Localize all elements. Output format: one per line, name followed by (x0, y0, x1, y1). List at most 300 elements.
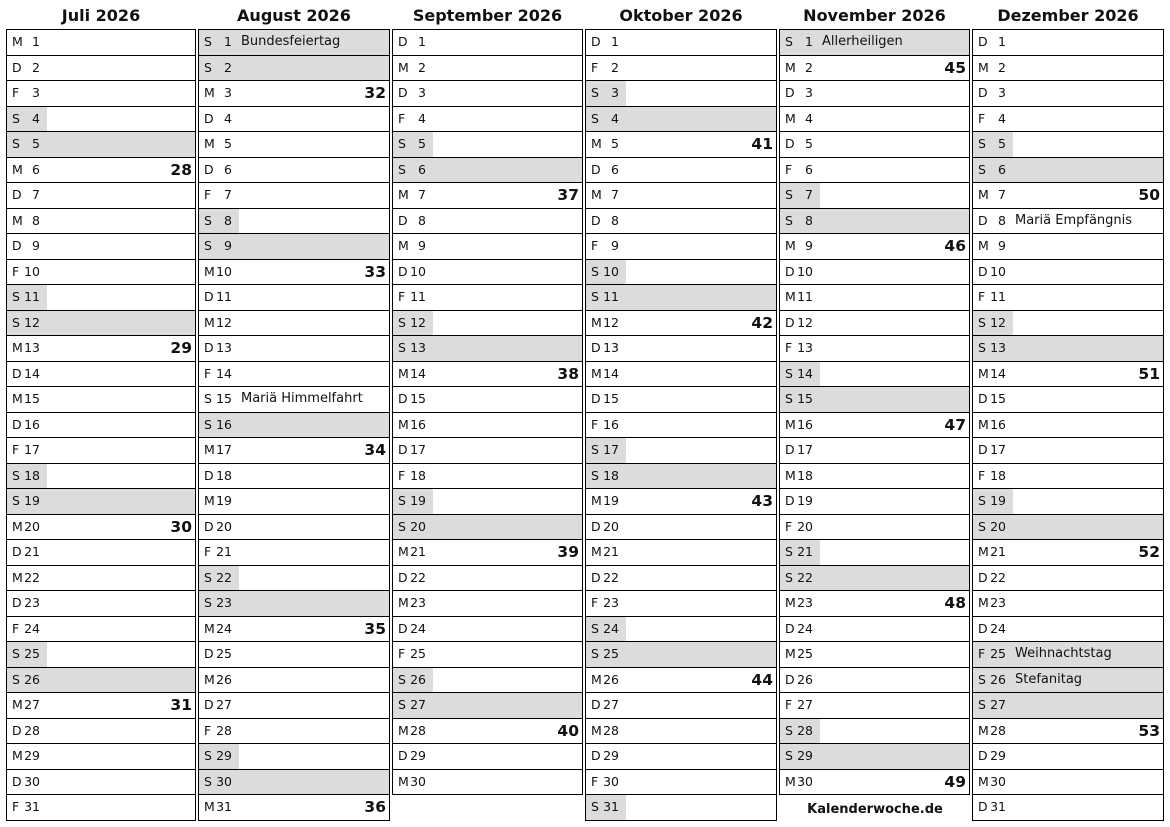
weekday-letter: S (591, 289, 599, 304)
day-row[interactable] (973, 744, 1163, 770)
day-row[interactable] (973, 566, 1163, 592)
day-row[interactable] (7, 107, 195, 133)
day-row[interactable] (199, 183, 389, 209)
day-number: 10 (24, 263, 40, 279)
day-number: 6 (418, 161, 426, 177)
day-row[interactable] (199, 107, 389, 133)
weekday-letter: D (204, 340, 214, 355)
day-row[interactable] (586, 464, 776, 490)
day-row[interactable] (199, 438, 389, 464)
day-number: 5 (418, 136, 426, 151)
weekday-letter: M (204, 671, 215, 687)
day-number: 24 (990, 620, 1006, 636)
day-number: 31 (216, 799, 232, 814)
day-number: 26 (797, 671, 813, 687)
day-row[interactable] (586, 617, 776, 643)
day-row[interactable] (780, 132, 969, 158)
day-row[interactable] (780, 438, 969, 464)
day-number: 24 (24, 620, 40, 636)
weekday-letter: F (398, 646, 406, 661)
day-number: 19 (24, 493, 40, 508)
weekday-letter: D (398, 442, 408, 457)
day-row[interactable] (780, 489, 969, 515)
day-row[interactable] (7, 693, 195, 719)
day-row[interactable] (7, 795, 195, 821)
day-row[interactable] (586, 489, 776, 515)
day-number: 11 (24, 289, 40, 304)
day-number: 3 (224, 85, 232, 100)
day-row[interactable] (973, 693, 1163, 719)
day-row[interactable] (393, 234, 582, 260)
day-row[interactable] (7, 81, 195, 107)
weekday-letter: F (204, 187, 212, 202)
day-row[interactable] (586, 770, 776, 796)
day-row[interactable] (780, 209, 969, 235)
day-row[interactable] (393, 56, 582, 82)
day-row[interactable] (780, 693, 969, 719)
weekday-letter: S (978, 518, 986, 534)
day-row[interactable] (199, 744, 389, 770)
day-number: 2 (418, 59, 426, 75)
day-row[interactable] (973, 795, 1163, 821)
weekday-letter: D (204, 110, 214, 126)
day-row[interactable] (7, 566, 195, 592)
day-number: 31 (990, 799, 1006, 814)
day-row[interactable] (780, 387, 969, 413)
weekday-letter: M (785, 59, 796, 75)
day-row[interactable] (199, 285, 389, 311)
day-number: 27 (410, 697, 426, 712)
weekday-letter: D (591, 569, 601, 585)
weekday-letter: S (204, 59, 212, 75)
weekday-letter: F (204, 544, 212, 559)
day-row[interactable] (393, 260, 582, 286)
day-number: 16 (990, 416, 1006, 432)
day-number: 4 (224, 110, 232, 126)
day-row[interactable] (973, 591, 1163, 617)
day-number: 30 (797, 773, 813, 789)
weekday-letter: S (398, 161, 406, 177)
day-row[interactable] (780, 362, 969, 388)
day-row[interactable] (780, 311, 969, 337)
weekday-letter: D (204, 518, 214, 534)
day-row[interactable] (393, 132, 582, 158)
day-number: 25 (410, 646, 426, 661)
day-row[interactable] (7, 209, 195, 235)
day-row[interactable] (7, 362, 195, 388)
day-number: 22 (410, 569, 426, 585)
day-row[interactable] (586, 438, 776, 464)
day-row[interactable] (199, 413, 389, 439)
day-row[interactable] (199, 387, 389, 413)
week-number: 37 (557, 186, 579, 204)
weekday-letter: M (204, 620, 215, 636)
day-row[interactable] (7, 387, 195, 413)
day-row[interactable] (393, 489, 582, 515)
day-row[interactable] (393, 29, 582, 56)
day-row[interactable] (780, 617, 969, 643)
day-row[interactable] (586, 719, 776, 745)
day-row[interactable] (586, 29, 776, 56)
day-row[interactable] (780, 719, 969, 745)
day-row[interactable] (7, 668, 195, 694)
weekday-letter: D (398, 212, 408, 228)
day-row[interactable] (973, 336, 1163, 362)
day-row[interactable] (586, 795, 776, 821)
day-row[interactable] (393, 770, 582, 796)
day-row[interactable] (780, 158, 969, 184)
day-row[interactable] (7, 464, 195, 490)
day-row[interactable] (586, 56, 776, 82)
day-row[interactable] (780, 56, 969, 82)
day-row[interactable] (973, 464, 1163, 490)
day-row[interactable] (973, 719, 1163, 745)
holiday-name: Allerheiligen (822, 34, 903, 49)
weekday-letter: S (12, 110, 20, 126)
weekday-letter: S (785, 544, 793, 559)
day-row[interactable] (199, 362, 389, 388)
weekday-letter: S (591, 467, 599, 483)
day-row[interactable] (973, 234, 1163, 260)
day-row[interactable] (393, 591, 582, 617)
day-row[interactable] (586, 413, 776, 439)
day-row[interactable] (7, 719, 195, 745)
day-number: 10 (990, 263, 1006, 279)
day-row[interactable] (973, 285, 1163, 311)
day-row[interactable] (7, 413, 195, 439)
weekday-letter: F (12, 620, 20, 636)
weekday-letter: S (398, 697, 406, 712)
day-row[interactable] (199, 234, 389, 260)
weekday-letter: D (12, 722, 22, 738)
day-row[interactable] (780, 566, 969, 592)
day-row[interactable] (586, 81, 776, 107)
day-row[interactable] (393, 668, 582, 694)
day-number: 17 (797, 442, 813, 457)
day-row[interactable] (199, 591, 389, 617)
day-row[interactable] (780, 770, 969, 796)
day-row[interactable] (586, 744, 776, 770)
day-row[interactable] (780, 260, 969, 286)
day-row[interactable] (199, 311, 389, 337)
day-row[interactable] (199, 770, 389, 796)
day-row[interactable] (586, 362, 776, 388)
day-row[interactable] (7, 744, 195, 770)
day-number: 5 (32, 136, 40, 151)
day-row[interactable] (973, 260, 1163, 286)
day-row[interactable] (199, 209, 389, 235)
day-number: 6 (224, 161, 232, 177)
day-number: 5 (224, 136, 232, 151)
weekday-letter: M (398, 238, 409, 253)
day-number: 14 (410, 365, 426, 381)
weekday-letter: S (204, 569, 212, 585)
day-row[interactable] (586, 591, 776, 617)
day-row[interactable] (973, 668, 1163, 694)
weekday-letter: F (978, 289, 986, 304)
day-number: 17 (990, 442, 1006, 457)
day-row[interactable] (393, 719, 582, 745)
day-row[interactable] (393, 464, 582, 490)
day-row[interactable] (586, 515, 776, 541)
day-row[interactable] (393, 285, 582, 311)
weekday-letter: M (785, 595, 796, 610)
week-number: 41 (751, 135, 773, 153)
weekday-letter: S (204, 238, 212, 253)
day-row[interactable] (7, 489, 195, 515)
day-row[interactable] (199, 515, 389, 541)
day-number: 12 (990, 314, 1006, 330)
day-row[interactable] (586, 642, 776, 668)
day-row[interactable] (586, 209, 776, 235)
day-row[interactable] (199, 617, 389, 643)
weekday-letter: F (591, 595, 599, 610)
day-row[interactable] (199, 56, 389, 82)
weekday-letter: M (591, 365, 602, 381)
day-row[interactable] (393, 387, 582, 413)
day-number: 9 (998, 238, 1006, 253)
day-row[interactable] (973, 311, 1163, 337)
weekday-letter: S (591, 646, 599, 661)
day-row[interactable] (7, 515, 195, 541)
day-row[interactable] (393, 81, 582, 107)
day-row[interactable] (393, 362, 582, 388)
day-number: 29 (603, 748, 619, 763)
day-number: 10 (603, 263, 619, 279)
day-row[interactable] (586, 260, 776, 286)
day-row[interactable] (199, 566, 389, 592)
day-row[interactable] (586, 336, 776, 362)
weekday-letter: M (12, 340, 23, 355)
day-row[interactable] (780, 744, 969, 770)
weekday-letter: S (591, 442, 599, 457)
day-row[interactable] (973, 489, 1163, 515)
day-row[interactable] (973, 209, 1163, 235)
day-row[interactable] (393, 183, 582, 209)
day-number: 6 (805, 161, 813, 177)
day-list (585, 29, 777, 821)
day-row[interactable] (199, 336, 389, 362)
day-number: 11 (990, 289, 1006, 304)
day-number: 27 (216, 697, 232, 712)
day-row[interactable] (393, 566, 582, 592)
day-row[interactable] (7, 260, 195, 286)
weekday-letter: F (785, 697, 793, 712)
day-row[interactable] (973, 540, 1163, 566)
week-number: 33 (364, 262, 386, 281)
day-row[interactable] (7, 642, 195, 668)
day-number: 1 (418, 34, 426, 49)
weekday-letter: M (12, 212, 23, 228)
day-row[interactable] (780, 464, 969, 490)
day-number: 25 (216, 646, 232, 661)
day-number: 9 (611, 238, 619, 253)
day-row[interactable] (973, 642, 1163, 668)
day-row[interactable] (199, 489, 389, 515)
weekday-letter: S (12, 646, 20, 661)
week-number: 48 (944, 594, 966, 612)
day-row[interactable] (7, 132, 195, 158)
day-row[interactable] (393, 336, 582, 362)
day-row[interactable] (393, 413, 582, 439)
weekday-letter: M (12, 391, 23, 406)
day-number: 17 (24, 442, 40, 457)
day-row[interactable] (780, 540, 969, 566)
day-row[interactable] (586, 107, 776, 133)
day-row[interactable] (586, 285, 776, 311)
day-row[interactable] (393, 158, 582, 184)
day-row[interactable] (393, 744, 582, 770)
day-row[interactable] (780, 285, 969, 311)
day-row[interactable] (586, 693, 776, 719)
day-row[interactable] (393, 515, 582, 541)
day-row[interactable] (199, 668, 389, 694)
day-number: 23 (24, 595, 40, 610)
day-row[interactable] (393, 540, 582, 566)
weekday-letter: M (785, 646, 796, 661)
day-row[interactable] (393, 311, 582, 337)
day-number: 20 (797, 518, 813, 534)
day-row[interactable] (7, 285, 195, 311)
day-row[interactable] (586, 158, 776, 184)
holiday-name: Stefanitag (1015, 671, 1083, 687)
day-row[interactable] (973, 29, 1163, 56)
day-row[interactable] (780, 183, 969, 209)
day-number: 3 (611, 85, 619, 100)
week-number: 34 (364, 441, 386, 459)
day-number: 15 (797, 391, 813, 406)
day-row[interactable] (780, 515, 969, 541)
day-row[interactable] (973, 132, 1163, 158)
day-row[interactable] (7, 183, 195, 209)
day-row[interactable] (586, 183, 776, 209)
day-number: 5 (998, 136, 1006, 151)
day-number: 28 (797, 722, 813, 738)
day-row[interactable] (7, 311, 195, 337)
weekday-letter: S (204, 391, 212, 406)
day-row[interactable] (973, 438, 1163, 464)
day-row[interactable] (586, 540, 776, 566)
day-row[interactable] (7, 336, 195, 362)
weekday-letter: D (12, 187, 22, 202)
weekday-letter: F (398, 289, 406, 304)
day-row[interactable] (393, 438, 582, 464)
day-row[interactable] (199, 29, 389, 56)
day-row[interactable] (973, 413, 1163, 439)
day-row[interactable] (199, 81, 389, 107)
day-row[interactable] (199, 260, 389, 286)
weekday-letter: M (591, 544, 602, 559)
day-row[interactable] (973, 387, 1163, 413)
day-row[interactable] (199, 158, 389, 184)
footer-brand[interactable]: Kalenderwoche.de (807, 802, 943, 817)
day-row[interactable] (586, 234, 776, 260)
day-row[interactable] (7, 770, 195, 796)
day-row[interactable] (973, 617, 1163, 643)
weekday-letter: F (398, 467, 406, 483)
day-row[interactable] (199, 132, 389, 158)
day-row[interactable] (7, 591, 195, 617)
day-row[interactable] (586, 668, 776, 694)
day-row[interactable] (973, 107, 1163, 133)
day-row[interactable] (7, 158, 195, 184)
weekday-letter: F (204, 722, 212, 738)
weekday-letter: D (398, 569, 408, 585)
day-row[interactable] (973, 183, 1163, 209)
day-row[interactable] (586, 311, 776, 337)
day-row[interactable] (780, 668, 969, 694)
day-row[interactable] (199, 795, 389, 821)
weekday-letter: S (591, 263, 599, 279)
day-row[interactable] (393, 693, 582, 719)
day-row[interactable] (780, 336, 969, 362)
day-row[interactable] (586, 387, 776, 413)
day-row[interactable] (393, 107, 582, 133)
day-row[interactable] (393, 617, 582, 643)
day-row[interactable] (973, 81, 1163, 107)
day-row[interactable] (7, 29, 195, 56)
weekday-letter: M (204, 493, 215, 508)
weekday-letter: F (12, 799, 20, 814)
day-row[interactable] (199, 642, 389, 668)
day-row[interactable] (393, 209, 582, 235)
day-number: 18 (24, 467, 40, 483)
weekday-letter: S (204, 773, 212, 789)
day-row[interactable] (973, 515, 1163, 541)
day-row[interactable] (199, 693, 389, 719)
weekday-letter: M (204, 799, 215, 814)
weekday-letter: F (978, 467, 986, 483)
day-row[interactable] (199, 540, 389, 566)
day-row[interactable] (199, 464, 389, 490)
day-row[interactable] (7, 438, 195, 464)
week-number: 53 (1138, 721, 1160, 740)
day-row[interactable] (780, 234, 969, 260)
day-row[interactable] (7, 540, 195, 566)
day-number: 18 (990, 467, 1006, 483)
weekday-letter: S (978, 697, 986, 712)
day-row[interactable] (393, 642, 582, 668)
weekday-letter: S (591, 799, 599, 814)
weekday-letter: D (785, 263, 795, 279)
weekday-letter: D (785, 85, 795, 100)
day-number: 12 (410, 314, 426, 330)
day-row[interactable] (973, 770, 1163, 796)
day-row[interactable] (973, 362, 1163, 388)
weekday-letter: F (785, 518, 793, 534)
day-row[interactable] (199, 719, 389, 745)
day-row[interactable] (780, 413, 969, 439)
weekday-letter: S (204, 34, 212, 49)
day-row[interactable] (7, 617, 195, 643)
day-row[interactable] (780, 591, 969, 617)
day-number: 9 (224, 238, 232, 253)
weekday-letter: D (591, 518, 601, 534)
day-row[interactable] (586, 132, 776, 158)
day-row[interactable] (780, 29, 969, 56)
day-row[interactable] (780, 642, 969, 668)
day-row[interactable] (973, 56, 1163, 82)
day-row[interactable] (7, 234, 195, 260)
day-row[interactable] (780, 107, 969, 133)
day-row[interactable] (7, 56, 195, 82)
weekday-letter: S (978, 161, 986, 177)
day-row[interactable] (780, 81, 969, 107)
week-number: 47 (944, 415, 966, 434)
day-row[interactable] (973, 158, 1163, 184)
day-number: 28 (603, 722, 619, 738)
day-row[interactable] (586, 566, 776, 592)
